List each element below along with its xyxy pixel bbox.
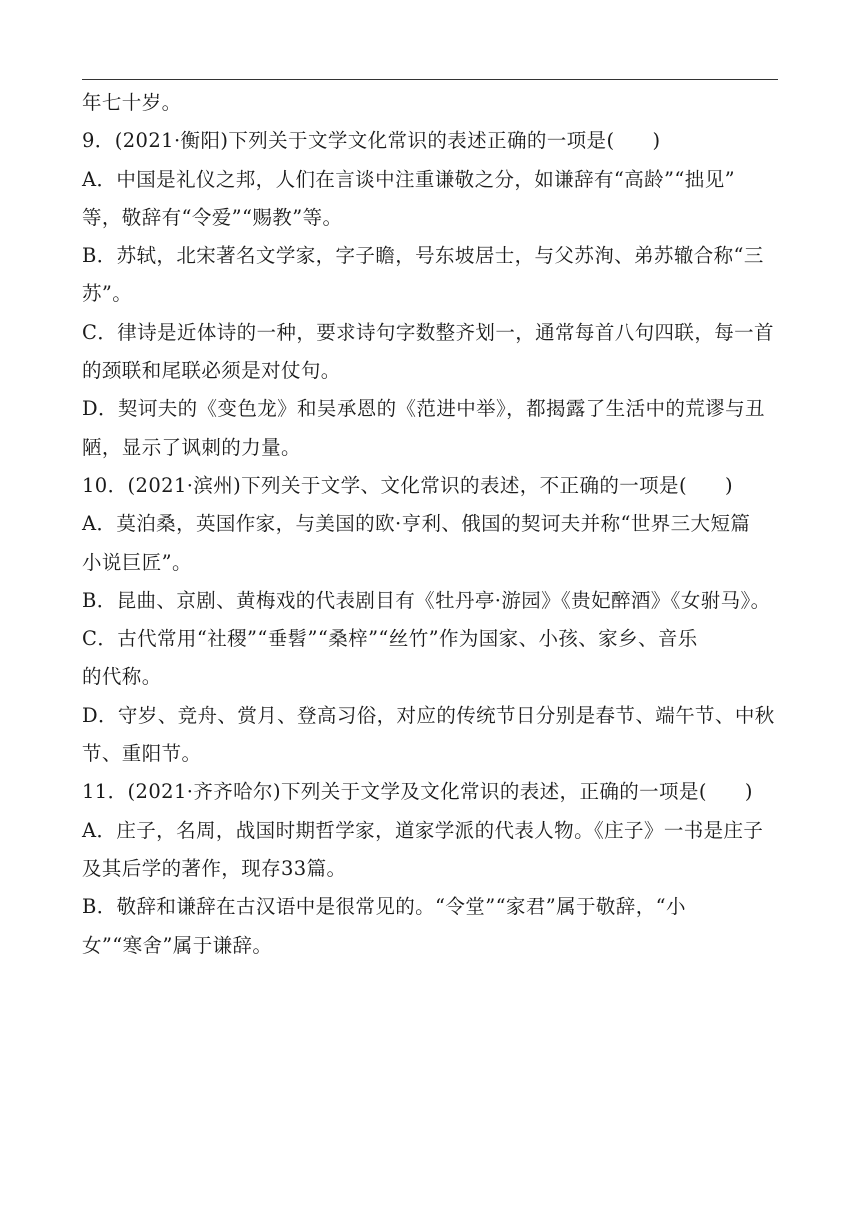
option-line: D．契诃夫的《变色龙》和吴承恩的《范进中举》，都揭露了生活中的荒谬与丑 — [82, 397, 765, 421]
option-line: A．中国是礼仪之邦，人们在言谈中注重谦敬之分，如谦辞有“高龄”“拙见” — [82, 167, 735, 191]
option-line: B．敬辞和谦辞在古汉语中是很常见的。“令堂”“家君”属于敬辞，“小 — [82, 895, 686, 919]
question-9-stem — [82, 122, 782, 160]
option-line: B．苏轼，北宋著名文学家，字子瞻，号东坡居士，与父苏洵、弟苏辙合称“三 — [82, 244, 764, 268]
option-line: 的颈联和尾联必须是对仗句。 — [82, 359, 341, 383]
header-rule — [82, 79, 778, 80]
close-paren: ) — [652, 129, 661, 153]
option-line: 节、重阳节。 — [82, 742, 202, 766]
close-paren: ) — [724, 473, 733, 497]
text-line: 年七十岁。 — [82, 91, 182, 114]
option-line: A．庄子，名周，战国时期哲学家，道家学派的代表人物。《庄子》一书是庄子 — [82, 818, 764, 842]
option-line: 的代称。 — [82, 665, 162, 689]
document-body — [82, 84, 782, 965]
option-line: C．律诗是近体诗的一种，要求诗句字数整齐划一，通常每首八句四联，每一首 — [82, 320, 774, 344]
option-line: A．莫泊桑，英国作家，与美国的欧·亨利、俄国的契诃夫并称“世界三大短篇 — [82, 512, 751, 536]
option-line: D．守岁、竞舟、赏月、登高习俗，对应的传统节日分别是春节、端午节、中秋 — [82, 703, 775, 727]
option-line: C．古代常用“社稷”“垂髫”“桑梓”“丝竹”作为国家、小孩、家乡、音乐 — [82, 627, 698, 651]
option-line: 苏”。 — [82, 282, 133, 306]
question-10-stem — [82, 467, 782, 505]
question-9-text: 9．(2021·衡阳)下列关于文学文化常识的表述正确的一项是( — [82, 129, 615, 153]
question-10-text: 10．(2021·滨州)下列关于文学、文化常识的表述，不正确的一项是( — [82, 473, 687, 497]
option-line: 女”“寒舍”属于谦辞。 — [82, 933, 273, 957]
option-line: 陋，显示了讽刺的力量。 — [82, 435, 301, 459]
question-11-text: 11．(2021·齐齐哈尔)下列关于文学及文化常识的表述，正确的一项是( — [82, 780, 707, 804]
option-line: 小说巨匠”。 — [82, 550, 192, 574]
question-11-stem — [82, 773, 782, 811]
option-line: 及其后学的著作，现存33篇。 — [82, 856, 347, 880]
option-line: B．昆曲、京剧、黄梅戏的代表剧目有《牡丹亭·游园》《贵妃醉酒》《女驸马》。 — [82, 588, 771, 612]
close-paren: ) — [744, 780, 753, 804]
option-line: 等，敬辞有“令爱”“赐教”等。 — [82, 205, 343, 229]
